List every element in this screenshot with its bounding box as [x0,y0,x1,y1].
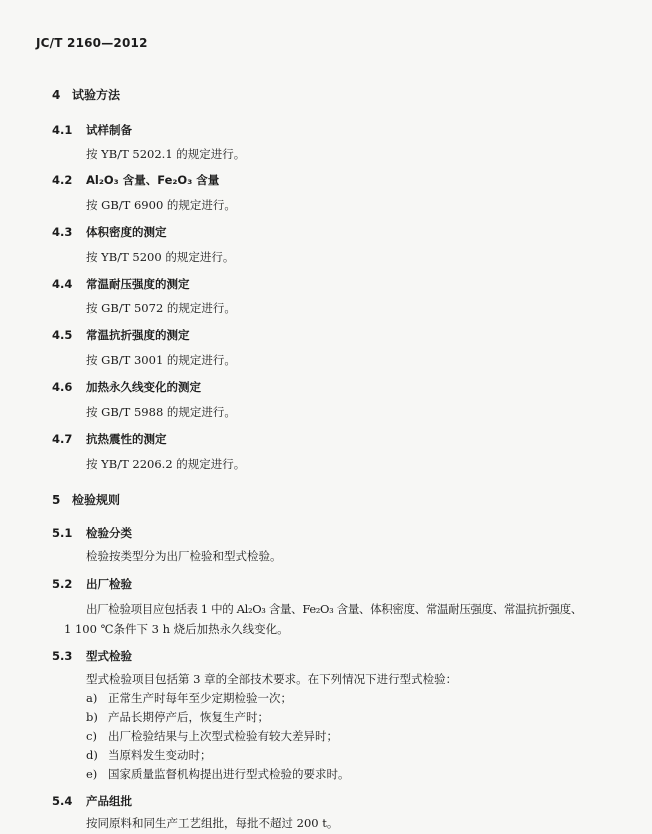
section-5-4-text: 按同原料和同生产工艺组批，每批不超过 200 t。 [86,816,339,830]
section-5-3-heading: 5.3 型式检验 [52,649,132,663]
section-4-1-text: 按 YB/T 5202.1 的规定进行。 [86,147,246,161]
section-4-5-text: 按 GB/T 3001 的规定进行。 [86,353,236,367]
section-5-heading: 5 检验规则 [52,493,121,507]
list-item-b: b) 产品长期停产后，恢复生产时； [86,710,269,724]
section-4-7-heading: 4.7 抗热震性的测定 [52,432,167,446]
standard-number-header: JC/T 2160—2012 [36,36,148,50]
section-4-7-text: 按 YB/T 2206.2 的规定进行。 [86,457,246,471]
section-4-3-heading: 4.3 体积密度的测定 [52,225,167,239]
list-item-a: a) 正常生产时每年至少定期检验一次； [86,691,292,705]
section-4-3-text: 按 YB/T 5200 的规定进行。 [86,250,235,264]
section-5-4-heading: 5.4 产品组批 [52,794,132,808]
section-4-2-text: 按 GB/T 6900 的规定进行。 [86,198,236,212]
section-4-6-text: 按 GB/T 5988 的规定进行。 [86,405,236,419]
section-5-2-line-2: 1 100 ℃条件下 3 h 烧后加热永久线变化。 [64,622,289,636]
list-item-c: c) 出厂检验结果与上次型式检验有较大差异时； [86,729,338,743]
section-4-6-heading: 4.6 加热永久线变化的测定 [52,380,201,394]
section-4-2-heading: 4.2 Al₂O₃ 含量、Fe₂O₃ 含量 [52,173,220,187]
section-5-3-text: 型式检验项目包括第 3 章的全部技术要求。在下列情况下进行型式检验： [86,672,458,686]
section-4-1-heading: 4.1 试样制备 [52,123,132,137]
section-5-2-line-1: 出厂检验项目应包括表 1 中的 Al₂O₃ 含量、Fe₂O₃ 含量、体积密度、常温耐压强度、常温抗折强度、 [86,602,582,616]
list-item-d: d) 当原料发生变动时； [86,748,212,762]
section-5-2-heading: 5.2 出厂检验 [52,577,132,591]
section-4-heading: 4 试验方法 [52,88,121,102]
section-4-4-text: 按 GB/T 5072 的规定进行。 [86,301,236,315]
section-4-4-heading: 4.4 常温耐压强度的测定 [52,277,190,291]
section-5-1-text: 检验按类型分为出厂检验和型式检验。 [86,549,282,563]
section-4-5-heading: 4.5 常温抗折强度的测定 [52,328,190,342]
list-item-e: e) 国家质量监督机构提出进行型式检验的要求时。 [86,767,350,781]
section-5-1-heading: 5.1 检验分类 [52,526,132,540]
